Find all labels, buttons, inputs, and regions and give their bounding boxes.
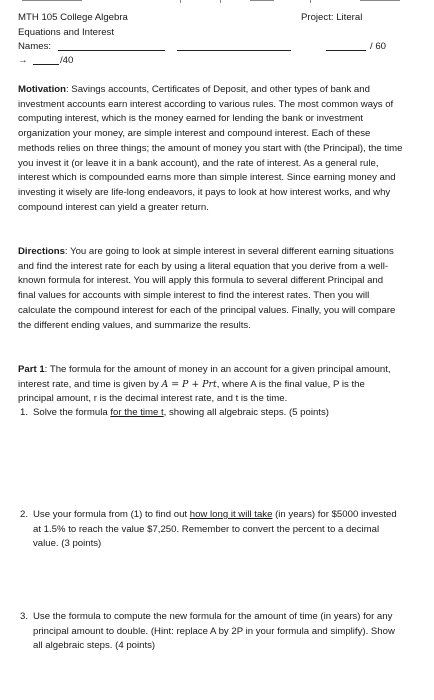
directions-label: Directions	[18, 246, 65, 257]
part1-label: Part 1	[18, 364, 45, 375]
question-text: Use your formula from (1) to find out	[33, 509, 190, 520]
score-sub-label: /40	[60, 55, 74, 66]
course-title: MTH 105 College Algebra	[18, 12, 128, 23]
question-number: 3.	[20, 611, 29, 622]
question-2	[20, 508, 398, 552]
question-emphasis: how long it will take	[189, 509, 273, 520]
question-number: 1.	[20, 407, 29, 418]
name-blank-1[interactable]	[58, 41, 165, 51]
question-emphasis: for the time t	[110, 407, 164, 418]
subtitle: Equations and Interest	[18, 27, 115, 38]
names-row	[18, 40, 51, 53]
directions-text: : You are going to look at simple interest in several different earning situations and find the interest rate for each by using a literal equation that you derive from a well-known formula for interest. You will apply this formula to several different Principal and final values for accounts with simple interest to find the interest rates. Then you will calculate the compound interest for each of the principal values. Finally, you will compare the different ending values, and summarize the results.	[18, 246, 396, 331]
question-text-end: (in years) for $5000 invested at 1.5% to reach the value $7,250. Remember to convert the percent to a decimal value. (3 points)	[33, 509, 397, 550]
directions-paragraph	[18, 245, 403, 333]
name-blank-2[interactable]	[177, 41, 291, 51]
names-label: Names:	[18, 41, 52, 52]
part1-paragraph	[18, 363, 403, 407]
motivation-label: Motivation	[18, 84, 66, 95]
project-title: Project: Literal	[301, 12, 363, 23]
question-number: 2.	[20, 509, 29, 520]
part1-text-a: : The formula for the amount of money in an account for a given principal amount, interest rate, and time is given by	[18, 364, 391, 390]
motivation-paragraph	[18, 83, 403, 215]
arrow-icon: →	[18, 55, 28, 66]
question-text-end: , showing all algebraic steps. (5 points)	[163, 407, 329, 418]
top-edge-marks	[0, 0, 434, 4]
score-blank-sub[interactable]	[33, 55, 59, 65]
part1-text-b: , where A is the final value, P is the principal amount, r is the decimal interest rate, and t is the time.	[18, 378, 365, 405]
question-text: Use the formula to compute the new formula for the amount of time (in years) for any principal amount to double. (Hint: replace A by 2P in your formula and simplify). Show all algebraic steps. (4 points)	[33, 611, 395, 652]
question-text: Solve the formula	[33, 407, 111, 418]
score-blank-total[interactable]	[326, 41, 366, 51]
question-1	[20, 406, 398, 421]
interest-formula: A = P + Prt	[161, 378, 217, 390]
score-total-label: / 60	[370, 41, 387, 52]
motivation-text: : Savings accounts, Certificates of Deposit, and other types of bank and investment accounts earn interest according to various rules. The most common ways of computing interest, which is the money earned for lending the bank or investment organization your money, are simple interest and compound interest. Each of these methods relies on three things; the amount of money you start with (the Principal), the time you invest it (or leave it in a bank account), and the rate of interest. As a general rule, interest which is compounded earns more than simple interest. Since earning money and investing it wisely are life-long endeavors, it pays to look at how interest works, and why compound interest can yield a greater return.	[18, 84, 403, 213]
question-3	[20, 610, 398, 654]
